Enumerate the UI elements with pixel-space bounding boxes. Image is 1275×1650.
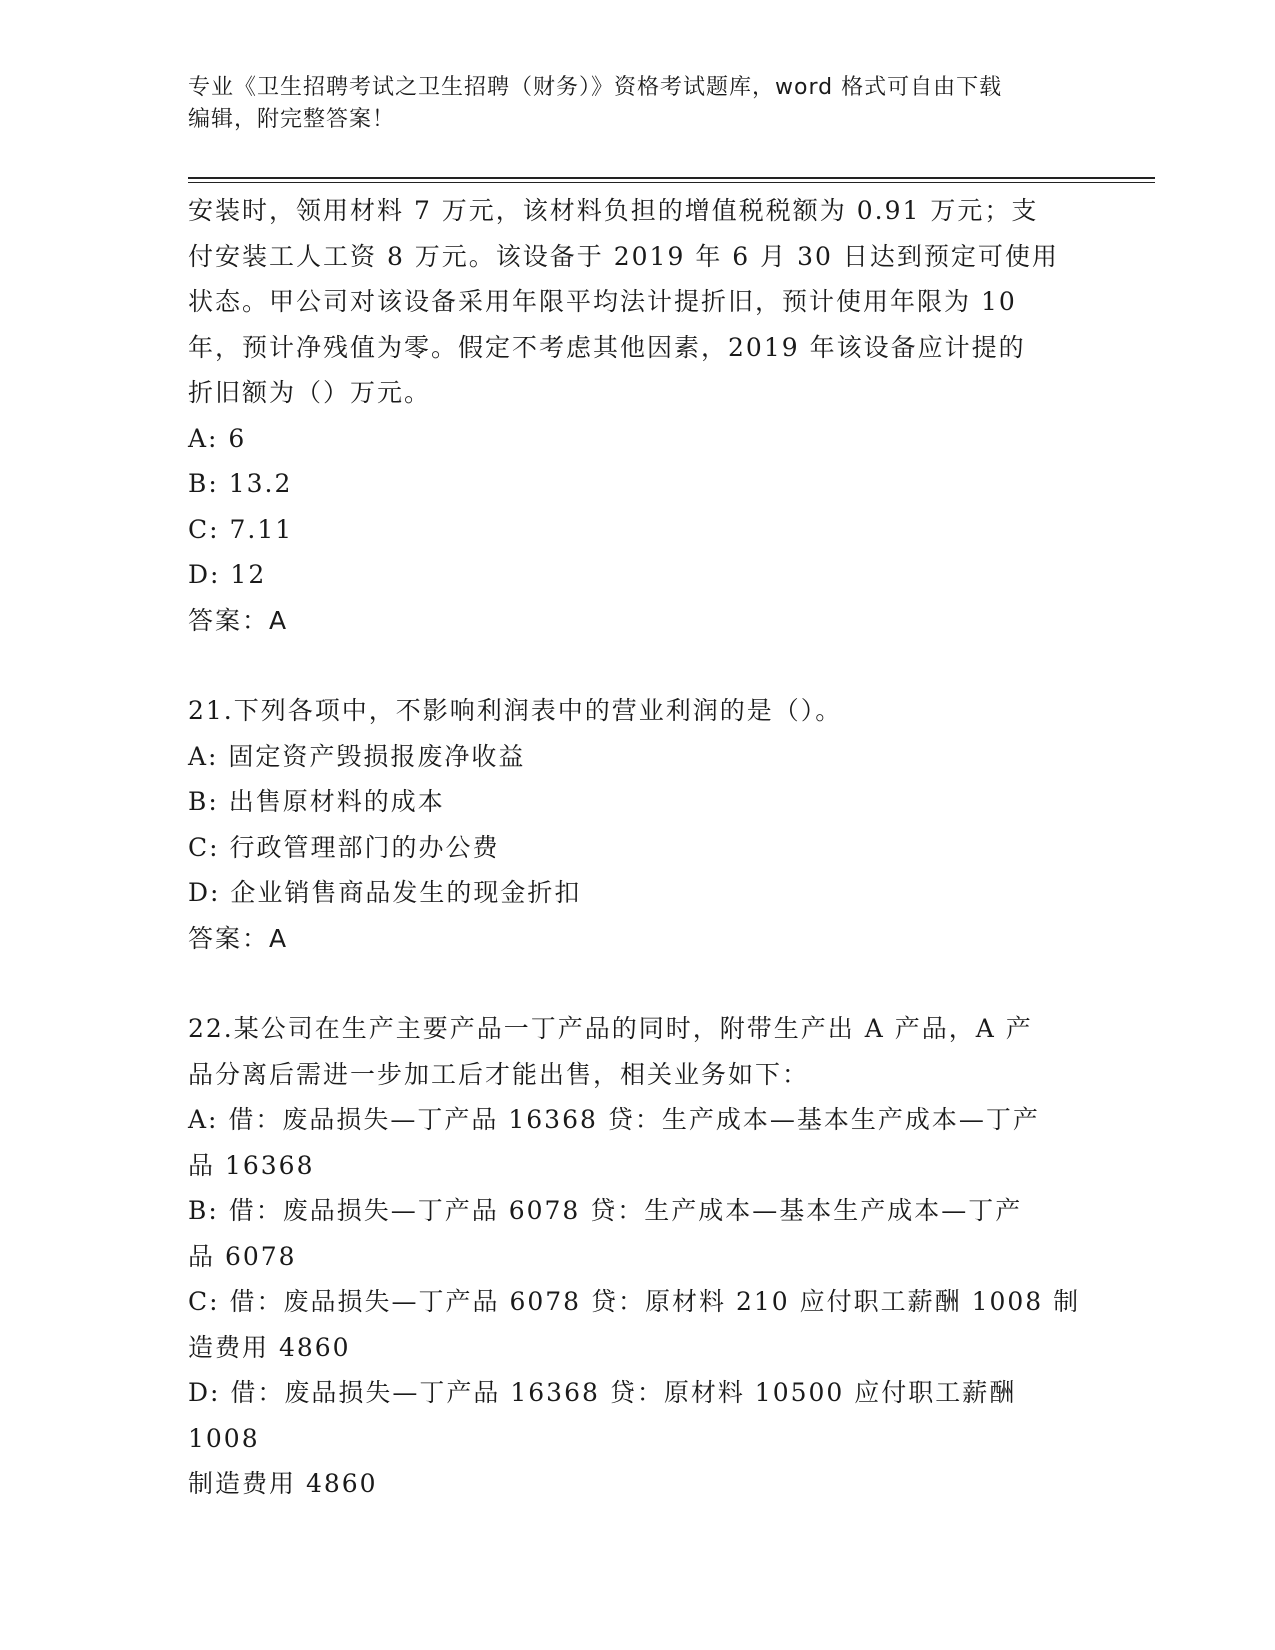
- q21-option-b: B: 出售原材料的成本: [188, 787, 445, 816]
- q21-option-c: C: 行政管理部门的办公费: [188, 832, 500, 862]
- spacer: [188, 961, 1088, 1006]
- header-line-2: 编辑，附完整答案！: [188, 107, 396, 132]
- header-rule-thick: [188, 177, 1155, 179]
- q22-option-line: D: 借：废品损失—丁产品 16368 贷：原材料 10500 应付职工薪酬 1008: [188, 1378, 1017, 1453]
- header-line-1: 专业《卫生招聘考试之卫生招聘（财务）》资格考试题库，word 格式可自由下载: [188, 75, 1003, 100]
- q21-stem-line: 21.下列各项中，不影响利润表中的营业利润的是（）。: [188, 696, 843, 725]
- spacer: [188, 643, 1088, 688]
- q20-option-d: D: 12: [188, 560, 267, 589]
- q20-stem-line: 状态。甲公司对该设备采用年限平均法计提折旧，预计使用年限为 10: [188, 287, 1017, 316]
- q20-stem-line: 安装时，领用材料 7 万元，该材料负担的增值税税额为 0.91 万元；支: [188, 196, 1039, 225]
- q20-stem-line: 折旧额为（）万元。: [188, 378, 432, 407]
- q21-option-d: D: 企业销售商品发生的现金折扣: [188, 878, 582, 907]
- q22-option-line: 品 16368: [188, 1150, 315, 1180]
- q22-option-line: 制造费用 4860: [188, 1469, 378, 1498]
- header-rule-thin: [188, 182, 1155, 183]
- q22-stem-line: 品分离后需进一步加工后才能出售，相关业务如下：: [188, 1059, 810, 1089]
- q22-option-line: A: 借：废品损失—丁产品 16368 贷：生产成本—基本生产成本—丁产: [188, 1105, 1040, 1134]
- q21-answer: 答案：A: [188, 923, 289, 953]
- q22-option-line: B: 借：废品损失—丁产品 6078 贷：生产成本—基本生产成本—丁产: [188, 1196, 1023, 1225]
- q22-option-line: 造费用 4860: [188, 1332, 351, 1362]
- document-header: [188, 72, 1068, 136]
- q22-stem-line: 22.某公司在生产主要产品一丁产品的同时，附带生产出 A 产品，A 产: [188, 1014, 1033, 1043]
- q22-option-line: C: 借：废品损失—丁产品 6078 贷：原材料 210 应付职工薪酬 1008 制: [188, 1287, 1081, 1316]
- q20-stem-line: 年，预计净残值为零。假定不考虑其他因素，2019 年该设备应计提的: [188, 332, 1026, 362]
- q20-option-a: A: 6: [188, 423, 247, 453]
- q21-option-a: A: 固定资产毁损报废净收益: [188, 741, 526, 771]
- q20-option-c: C: 7.11: [188, 514, 294, 544]
- question-content: [188, 188, 1088, 1507]
- q20-option-b: B: 13.2: [188, 469, 293, 498]
- q20-answer: 答案：A: [188, 605, 289, 635]
- q22-option-line: 品 6078: [188, 1241, 297, 1271]
- q20-stem-line: 付安装工人工资 8 万元。该设备于 2019 年 6 月 30 日达到预定可使用: [188, 241, 1059, 271]
